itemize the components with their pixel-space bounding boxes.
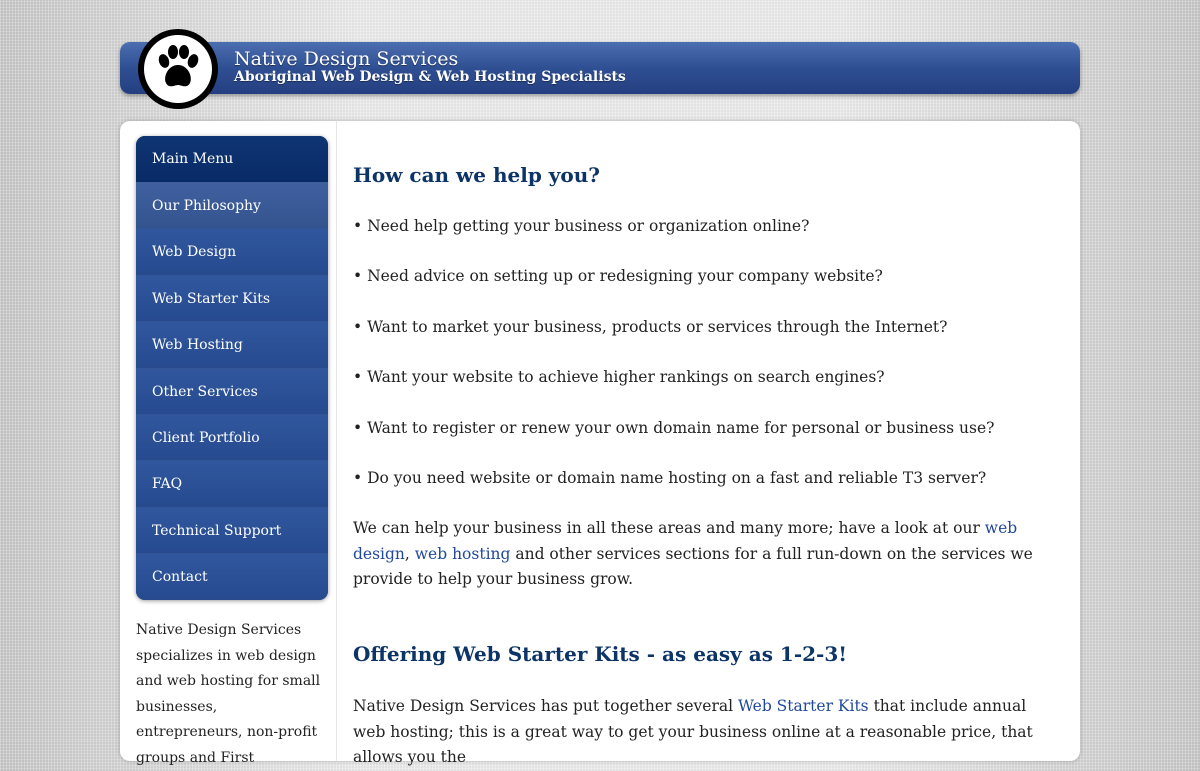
sidebar-intro-text: Native Design Services specializes in web design and web hosting for small businesses, entrepreneurs, non-profit groups and First — [136, 622, 321, 766]
web-starter-kits-link[interactable]: Web Starter Kits — [737, 697, 869, 715]
menu-item-web-hosting[interactable]: Web Hosting — [136, 321, 328, 367]
main-menu-heading: Main Menu — [136, 136, 328, 182]
menu-item-web-design[interactable]: Web Design — [136, 228, 328, 274]
heading-how-can-we-help: How can we help you? — [353, 163, 600, 187]
starter-kits-paragraph — [353, 694, 1063, 771]
site-logo[interactable] — [138, 29, 218, 109]
menu-item-technical-support[interactable]: Technical Support — [136, 507, 328, 553]
bullet-item: • Want your website to achieve higher rankings on search engines? — [353, 368, 885, 386]
menu-item-our-philosophy[interactable]: Our Philosophy — [136, 182, 328, 228]
menu-item-contact[interactable]: Contact — [136, 553, 328, 599]
services-paragraph — [353, 516, 1063, 593]
site-tagline: Aboriginal Web Design & Web Hosting Specialists — [234, 69, 626, 85]
bullet-item: • Need help getting your business or organization online? — [353, 217, 810, 235]
heading-web-starter-kits: Offering Web Starter Kits - as easy as 1-2-3! — [353, 642, 848, 666]
paragraph-text: We can help your business in all these areas and many more; have a look at our — [353, 519, 985, 537]
paragraph-text: and other services sections for a full run-down on the services we provide to help your business grow. — [353, 544, 1033, 588]
column-divider — [336, 121, 337, 761]
menu-item-faq[interactable]: FAQ — [136, 460, 328, 506]
content-container — [120, 121, 1080, 766]
main-menu — [136, 136, 328, 600]
menu-item-other-services[interactable]: Other Services — [136, 368, 328, 414]
web-hosting-link[interactable]: web hosting — [414, 544, 511, 563]
bullet-item: • Want to register or renew your own domain name for personal or business use? — [353, 419, 995, 437]
site-title[interactable]: Native Design Services — [234, 48, 459, 70]
bullet-item: • Do you need website or domain name hosting on a fast and reliable T3 server? — [353, 469, 987, 487]
paragraph-text: Native Design Services has put together several — [353, 697, 738, 715]
paragraph-text: that include annual web hosting; this is a great way to get your business online at a reasonable price, that allows you the — [353, 697, 1033, 766]
paragraph-text: , — [404, 544, 415, 563]
web-design-link[interactable]: web design — [353, 519, 1018, 563]
logo-circle — [144, 35, 212, 103]
menu-item-web-starter-kits[interactable]: Web Starter Kits — [136, 275, 328, 321]
menu-item-client-portfolio[interactable]: Client Portfolio — [136, 414, 328, 460]
bullet-item: • Want to market your business, products or services through the Internet? — [353, 318, 948, 336]
paw-print-icon — [156, 45, 200, 91]
bullet-item: • Need advice on setting up or redesigning your company website? — [353, 267, 883, 285]
